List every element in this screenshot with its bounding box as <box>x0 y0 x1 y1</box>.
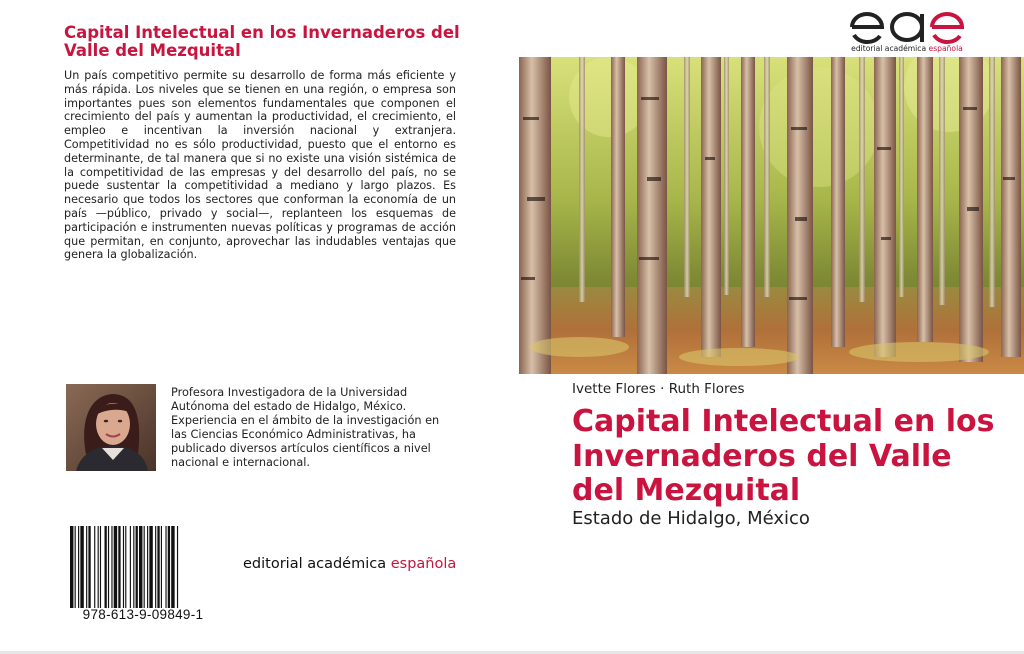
barcode-bar <box>94 526 95 608</box>
barcode-bar <box>130 526 131 608</box>
barcode-bar <box>114 526 117 608</box>
barcode-bar <box>118 526 120 608</box>
front-authors: Ivette Flores · Ruth Flores <box>572 381 745 397</box>
logo-text <box>846 44 968 53</box>
barcode-bar <box>149 526 152 608</box>
back-cover-blurb: Un país competitivo permite su desarrollo de forma más eficiente y más rápida. Los niveles que se tienen en una región, o empresa son importantes pues son elementos fundamentales que componen el crecimiento del país y aumentan la productividad, el crecimiento, el empleo e incentivan la inversión nacional y extranjera. Competitividad no es sólo productividad, puesto que el entorno es determinante, de tal manera que si no existe una visión sistémica de la competitividad de las empresas y del desarrollo del país, no se puede sustentar la competitividad a mediano y largo plazos. Es necesario que todos los sectores que conforman la economía de un país —público, privado y social—, replanteen los esquemas de participación e instrumenten nuevas políticas y programas de acción que permitan, en conjunto, aprovechar las indudables ventajas que genera la globalización. <box>64 69 456 262</box>
back-imprint <box>243 556 456 572</box>
back-cover-title: Capital Intelectual en los Invernaderos del Valle del Mezquital <box>64 23 460 60</box>
barcode-bar <box>133 526 134 608</box>
barcode-bar <box>86 526 87 608</box>
back-imprint-accent: española <box>390 556 457 572</box>
barcode-bar <box>157 526 159 608</box>
barcode-bar <box>161 526 162 608</box>
logo-text-accent: española <box>928 44 963 53</box>
barcode-bar <box>125 526 126 608</box>
barcode-bar <box>177 526 178 608</box>
barcode-icon <box>70 526 216 608</box>
barcode-bar <box>123 526 124 608</box>
barcode-bar <box>171 526 174 608</box>
barcode-bar <box>136 526 138 608</box>
barcode-bar <box>88 526 90 608</box>
front-cover-subtitle: Estado de Hidalgo, México <box>572 508 810 529</box>
barcode-bar <box>147 526 148 608</box>
barcode-bar <box>144 526 145 608</box>
barcode-bar <box>111 526 112 608</box>
barcode-bar <box>105 526 107 608</box>
logo-text-main: editorial académica <box>851 44 929 53</box>
back-imprint-main: editorial académica <box>243 556 391 572</box>
barcode-bar <box>70 526 73 608</box>
barcode-bar <box>100 526 101 608</box>
front-cover-title: Capital Intelectual en los Invernaderos del Valle del Mezquital <box>572 404 995 508</box>
barcode-bar <box>75 526 76 608</box>
isbn-number: 978-613-9-09849-1 <box>82 607 204 622</box>
barcode-bar <box>139 526 142 608</box>
barcode-bar <box>165 526 166 608</box>
cover-photo-aspen-forest <box>519 57 1024 374</box>
barcode-bar <box>78 526 79 608</box>
barcode-bar <box>80 526 83 608</box>
barcode-bar <box>155 526 156 608</box>
author-bio: Profesora Investigadora de la Universidad Autónoma del estado de Hidalgo, México. Experiencia en el ámbito de la investigación en las Ciencias Económico Administrativas, ha publicado diversos artículos científicos a nivel nacional e internacional. <box>171 386 440 469</box>
barcode-bar <box>98 526 99 608</box>
author-photo <box>66 384 156 471</box>
barcode-bar <box>108 526 109 608</box>
barcode-bar <box>168 526 170 608</box>
